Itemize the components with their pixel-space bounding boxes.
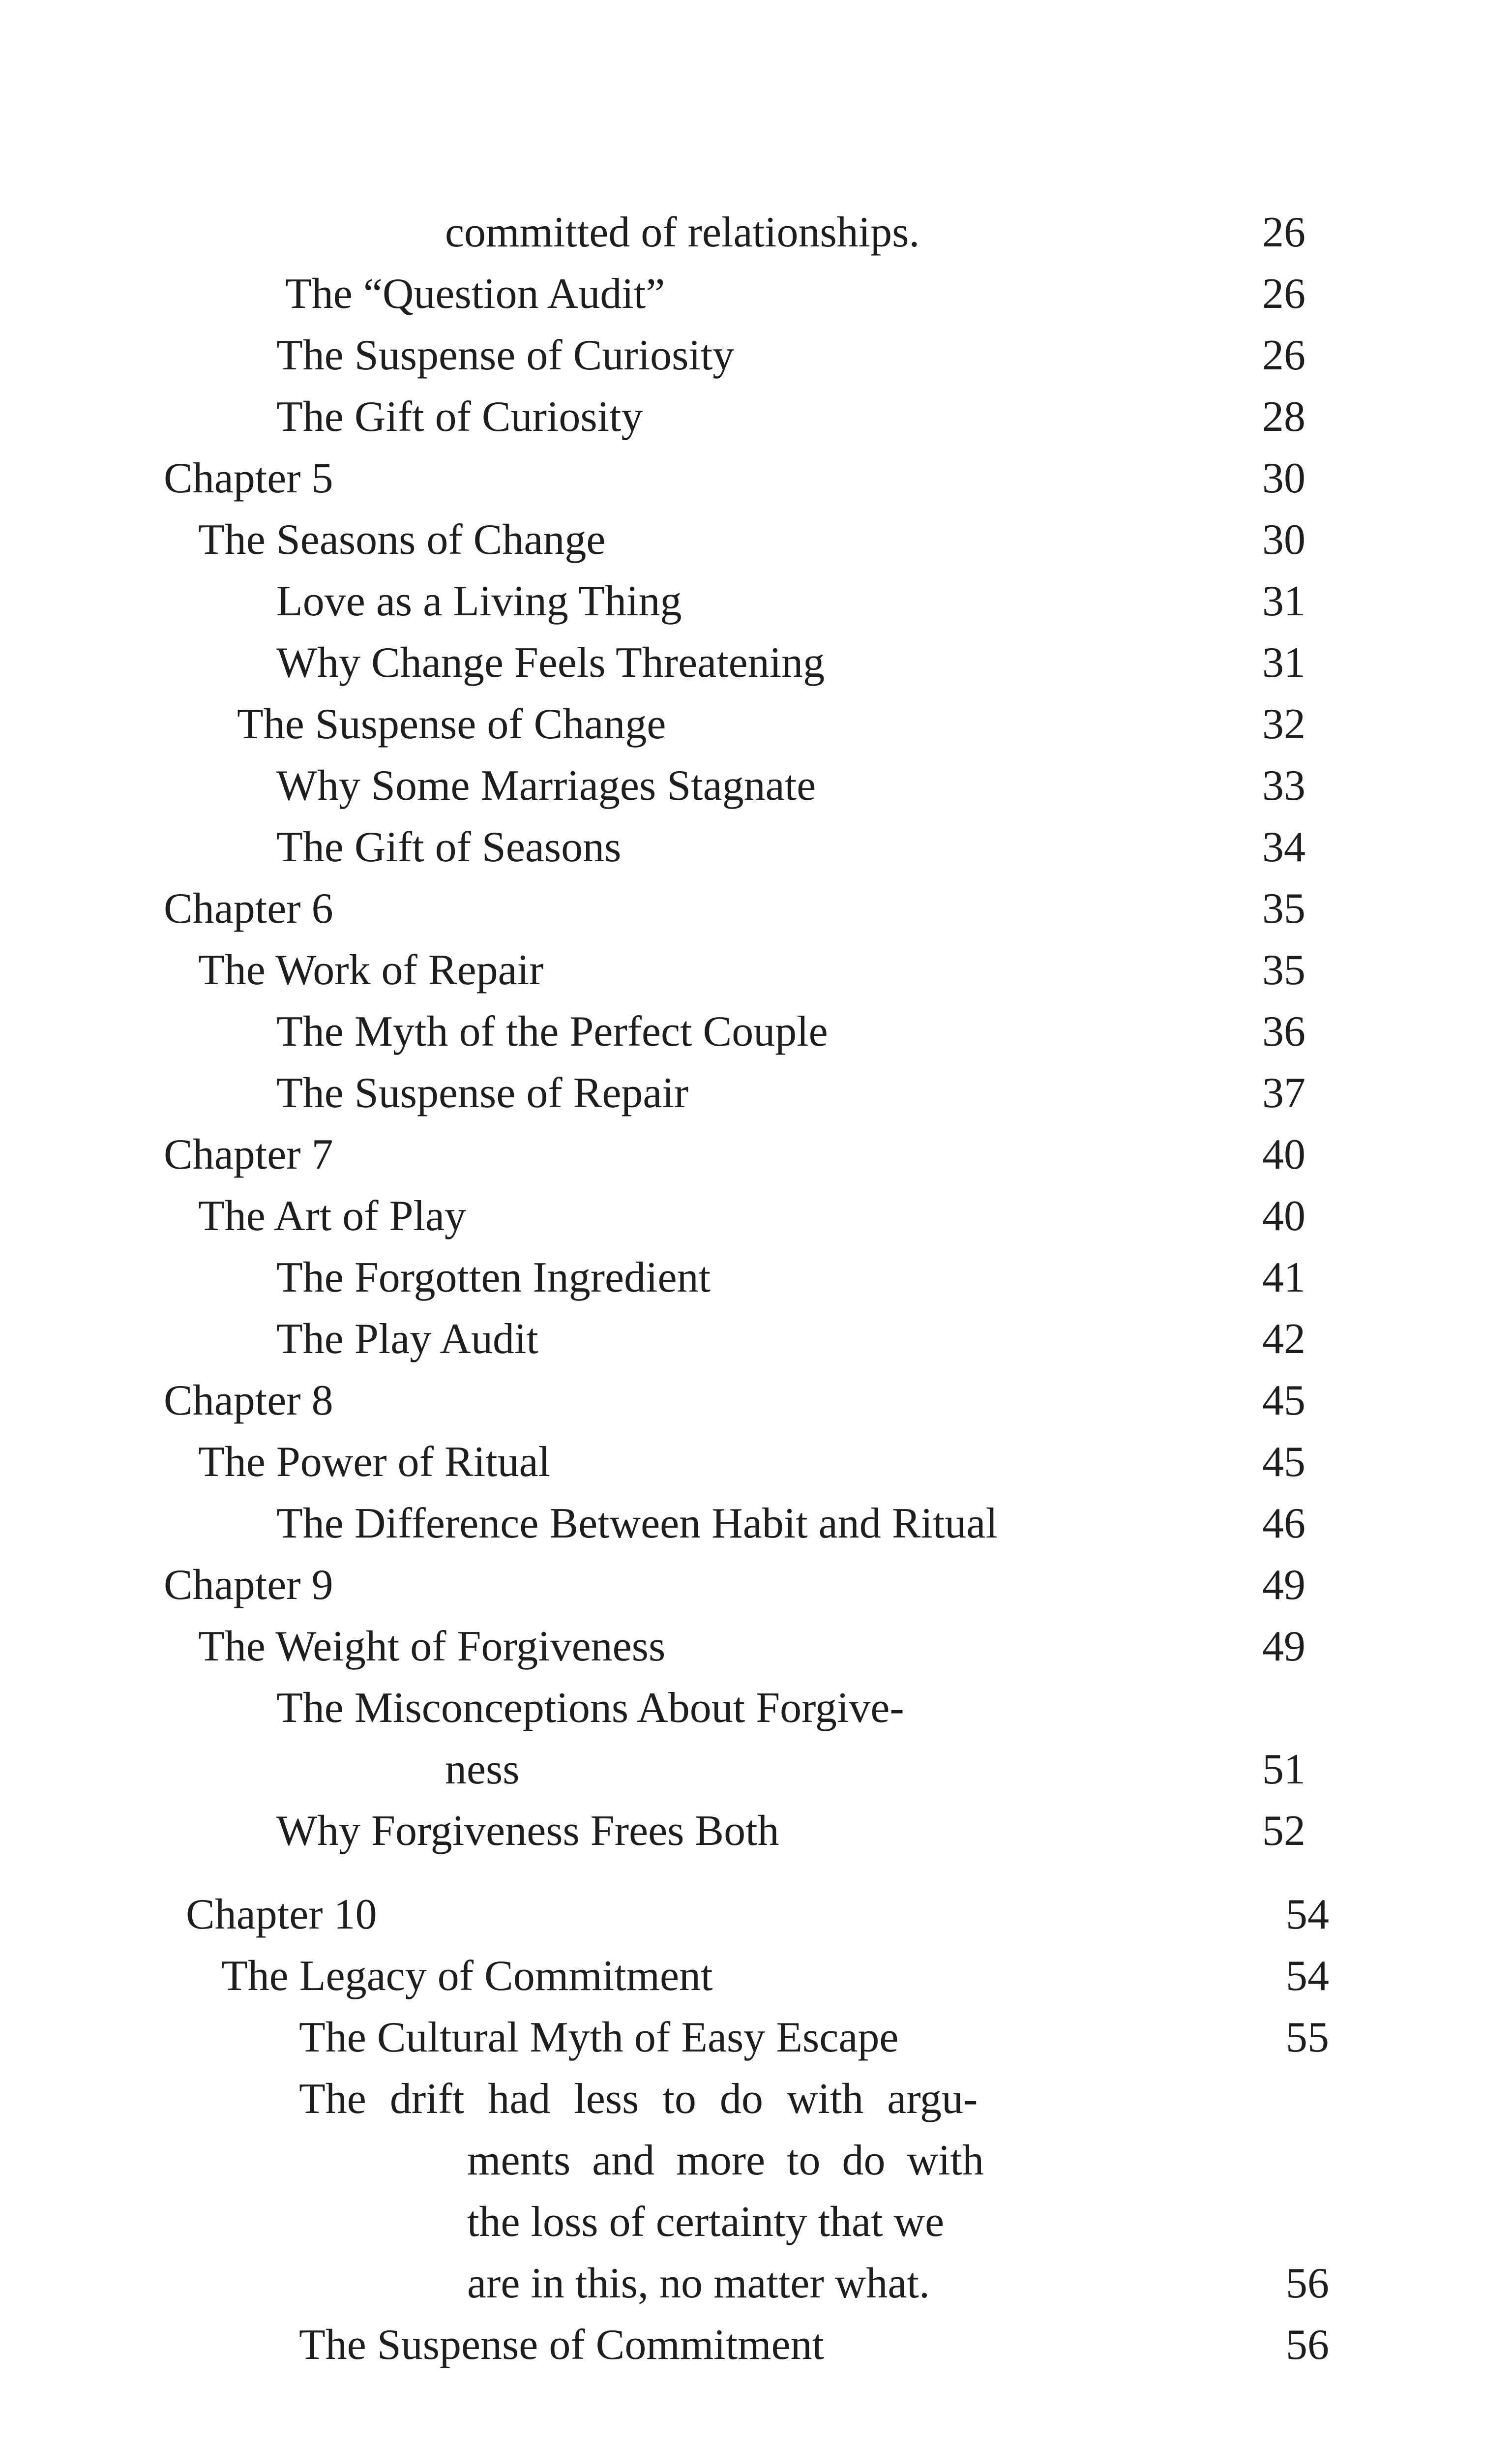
- toc-entry: [0, 202, 1512, 263]
- toc-chapter: [0, 1370, 1512, 1431]
- toc-chapter-title: Chapter 5: [164, 454, 333, 502]
- toc-entry-page: 36: [1262, 1008, 1305, 1056]
- toc-entry-title: The Work of Repair: [198, 946, 544, 994]
- toc-entry-page: 26: [1262, 209, 1305, 256]
- toc-entry-title: The Play Audit: [276, 1315, 538, 1363]
- toc-entry-page: 42: [1262, 1315, 1305, 1363]
- toc-entry-page: 45: [1262, 1438, 1305, 1486]
- toc-entry-title: The Power of Ritual: [198, 1438, 551, 1486]
- toc-entry: [0, 1677, 1512, 1800]
- toc-entry: [0, 755, 1512, 816]
- toc-entry-title: The Suspense of Change: [237, 700, 666, 748]
- toc-entry: [0, 1185, 1512, 1247]
- toc-entry-title: The Gift of Seasons: [276, 823, 622, 871]
- toc-entry-title: The Suspense of Commitment: [299, 2321, 825, 2369]
- toc-entry-title: committed of relationships.: [445, 209, 920, 256]
- toc-entry-title: The Forgotten Ingredient: [276, 1254, 711, 1301]
- toc-chapter-page: 35: [1262, 885, 1305, 933]
- toc-entry: [0, 2007, 1512, 2068]
- toc-entry: [0, 509, 1512, 571]
- toc-entry-title: Why Some Marriages Stagnate: [276, 762, 816, 810]
- toc-entry-page: 35: [1262, 946, 1305, 994]
- toc-entry-title: Why Change Feels Threatening: [276, 639, 825, 687]
- toc-entry-page: 33: [1262, 762, 1305, 810]
- toc-entry-page: 32: [1262, 700, 1305, 748]
- toc-entry-title-continued: ments and more to do with: [467, 2137, 984, 2184]
- toc-entry-title: The Cultural Myth of Easy Escape: [299, 2014, 899, 2061]
- toc-entry-page: 34: [1262, 823, 1305, 871]
- toc-entry-title: The Weight of Forgiveness: [198, 1623, 666, 1670]
- toc-entry: [0, 1800, 1512, 1862]
- toc-entry-page: 26: [1262, 332, 1305, 379]
- toc-entry: [0, 263, 1512, 325]
- toc-entry: [0, 325, 1512, 386]
- toc-entry-page: 41: [1262, 1254, 1305, 1301]
- toc-entry: [0, 1001, 1512, 1062]
- toc-entry-page: 56: [1286, 2260, 1329, 2307]
- toc-chapter-title: Chapter 6: [164, 885, 333, 933]
- toc-chapter: [0, 448, 1512, 509]
- toc-entry-page: 54: [1286, 1952, 1329, 2000]
- toc-entry-page: 31: [1262, 577, 1305, 625]
- toc-entry-title: Love as a Living Thing: [276, 577, 682, 625]
- toc-entry-title: The Suspense of Curiosity: [276, 332, 735, 379]
- toc-entry: [0, 694, 1512, 755]
- toc-entry: [0, 2314, 1512, 2376]
- toc-entry-title: The Myth of the Perfect Couple: [276, 1008, 828, 1056]
- toc-entry-page: 46: [1262, 1500, 1305, 1547]
- toc-entry-title: The “Question Audit”: [285, 270, 665, 318]
- toc-chapter-page: 49: [1262, 1561, 1305, 1609]
- toc-entry-title: The drift had less to do with argu-: [299, 2075, 978, 2123]
- toc-chapter: [0, 1884, 1512, 1945]
- toc-chapter-page: 54: [1286, 1891, 1329, 1938]
- toc-entry-page: 56: [1286, 2321, 1329, 2369]
- toc-entry-page: 51: [1262, 1746, 1305, 1793]
- toc-entry: [0, 632, 1512, 694]
- toc-entry-page: 30: [1262, 516, 1305, 564]
- toc-chapter-title: Chapter 10: [186, 1891, 377, 1938]
- toc-entry: [0, 2068, 1512, 2314]
- toc-entry-page: 40: [1262, 1192, 1305, 1240]
- toc-chapter-title: Chapter 9: [164, 1561, 333, 1609]
- toc-entry-page: 55: [1286, 2014, 1329, 2061]
- toc-entry-title-continued: are in this, no matter what.: [467, 2260, 930, 2307]
- toc-entry-page: 31: [1262, 639, 1305, 687]
- toc-entry-page: 52: [1262, 1807, 1305, 1855]
- toc-chapter-title: Chapter 8: [164, 1377, 333, 1424]
- toc-entry: [0, 1308, 1512, 1370]
- toc-entry-title: The Art of Play: [198, 1192, 467, 1240]
- toc-entry: [0, 1062, 1512, 1124]
- toc-entry-page: 28: [1262, 393, 1305, 441]
- toc-entry: [0, 1247, 1512, 1308]
- toc-entry-title: The Difference Between Habit and Ritual: [276, 1500, 998, 1547]
- toc-entry-title: The Misconceptions About Forgive-: [276, 1684, 904, 1732]
- toc-entry: [0, 1493, 1512, 1554]
- toc-chapter: [0, 1554, 1512, 1616]
- toc-chapter-page: 40: [1262, 1131, 1305, 1178]
- toc-entry-title-continued: ness: [445, 1746, 520, 1793]
- toc-entry: [0, 1431, 1512, 1493]
- toc-entry-title: Why Forgiveness Frees Both: [276, 1807, 779, 1855]
- toc-chapter: [0, 878, 1512, 939]
- toc-entry: [0, 1616, 1512, 1677]
- toc-entry-page: 37: [1262, 1069, 1305, 1117]
- toc-entry: [0, 939, 1512, 1001]
- toc-entry-page: 26: [1262, 270, 1305, 318]
- toc-entry-title: The Seasons of Change: [198, 516, 606, 564]
- toc-chapter-page: 30: [1262, 454, 1305, 502]
- toc-chapter: [0, 1124, 1512, 1185]
- toc-entry: [0, 386, 1512, 448]
- toc-entry-title: The Gift of Curiosity: [276, 393, 643, 441]
- toc-entry: [0, 1945, 1512, 2007]
- toc-entry-page: 49: [1262, 1623, 1305, 1670]
- toc-chapter-title: Chapter 7: [164, 1131, 333, 1178]
- toc-entry-title-continued: the loss of certainty that we: [467, 2198, 945, 2246]
- toc-entry: [0, 816, 1512, 878]
- toc-entry: [0, 571, 1512, 632]
- toc-chapter-page: 45: [1262, 1377, 1305, 1424]
- toc-entry-title: The Suspense of Repair: [276, 1069, 689, 1117]
- toc-entry-title: The Legacy of Commitment: [221, 1952, 713, 2000]
